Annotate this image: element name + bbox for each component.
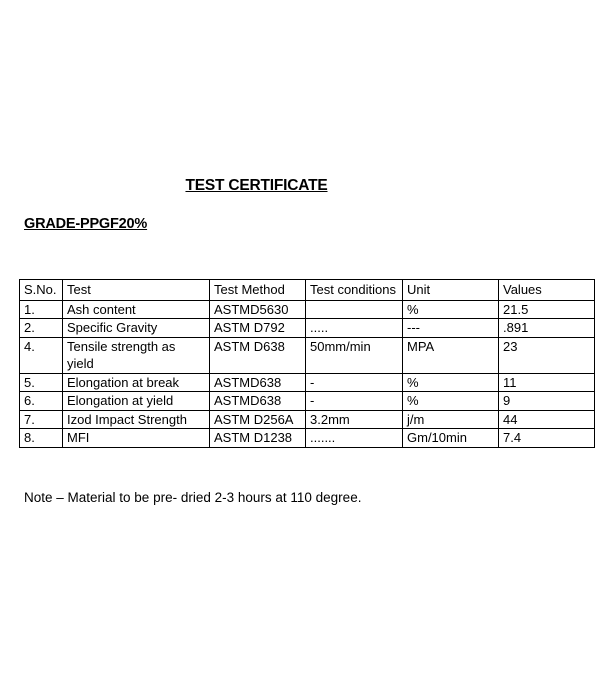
page-title: TEST CERTIFICATE <box>185 177 328 194</box>
cell-value: 44 <box>499 410 595 429</box>
cell-unit: % <box>403 392 499 411</box>
cell-test: Elongation at break <box>63 373 210 392</box>
cell-conditions: - <box>306 392 403 411</box>
cell-sno: 2. <box>20 319 63 338</box>
cell-value: 23 <box>499 337 595 373</box>
cell-value: 9 <box>499 392 595 411</box>
cell-sno: 8. <box>20 429 63 448</box>
cell-sno: 1. <box>20 300 63 319</box>
cell-value: .891 <box>499 319 595 338</box>
cell-method: ASTMD638 <box>210 373 306 392</box>
header-unit: Unit <box>403 280 499 301</box>
table-row <box>20 410 595 429</box>
cell-sno: 4. <box>20 337 63 373</box>
table-header-row <box>20 280 595 301</box>
cell-test: Ash content <box>63 300 210 319</box>
cell-value: 7.4 <box>499 429 595 448</box>
cell-conditions: ....... <box>306 429 403 448</box>
cell-sno: 7. <box>20 410 63 429</box>
cell-unit: j/m <box>403 410 499 429</box>
cell-method: ASTM D256A <box>210 410 306 429</box>
cell-sno: 5. <box>20 373 63 392</box>
cell-conditions: - <box>306 373 403 392</box>
cell-unit: --- <box>403 319 499 338</box>
cell-sno: 6. <box>20 392 63 411</box>
cell-conditions: ..... <box>306 319 403 338</box>
table-row <box>20 300 595 319</box>
test-results-table <box>19 279 595 448</box>
cell-value: 11 <box>499 373 595 392</box>
grade-heading: GRADE-PPGF20% <box>24 216 148 232</box>
table-row <box>20 429 595 448</box>
cell-test: MFI <box>63 429 210 448</box>
header-test-method: Test Method <box>210 280 306 301</box>
drying-note: Note – Material to be pre- dried 2-3 hours at 110 degree. <box>24 490 362 505</box>
cell-conditions: 50mm/min <box>306 337 403 373</box>
cell-method: ASTMD5630 <box>210 300 306 319</box>
cell-unit: % <box>403 373 499 392</box>
cell-unit: MPA <box>403 337 499 373</box>
cell-test: Izod Impact Strength <box>63 410 210 429</box>
cell-test: Elongation at yield <box>63 392 210 411</box>
table-row <box>20 373 595 392</box>
header-values: Values <box>499 280 595 301</box>
cell-method: ASTM D792 <box>210 319 306 338</box>
cell-method: ASTMD638 <box>210 392 306 411</box>
cell-unit: % <box>403 300 499 319</box>
header-sno: S.No. <box>20 280 63 301</box>
cell-method: ASTM D1238 <box>210 429 306 448</box>
cell-test: Specific Gravity <box>63 319 210 338</box>
cell-value: 21.5 <box>499 300 595 319</box>
cell-method: ASTM D638 <box>210 337 306 373</box>
table-row <box>20 319 595 338</box>
table-row <box>20 337 595 373</box>
cell-unit: Gm/10min <box>403 429 499 448</box>
table-row <box>20 392 595 411</box>
cell-conditions <box>306 300 403 319</box>
header-test-conditions: Test conditions <box>306 280 403 301</box>
cell-conditions: 3.2mm <box>306 410 403 429</box>
cell-test: Tensile strength as yield <box>63 337 210 373</box>
header-test: Test <box>63 280 210 301</box>
